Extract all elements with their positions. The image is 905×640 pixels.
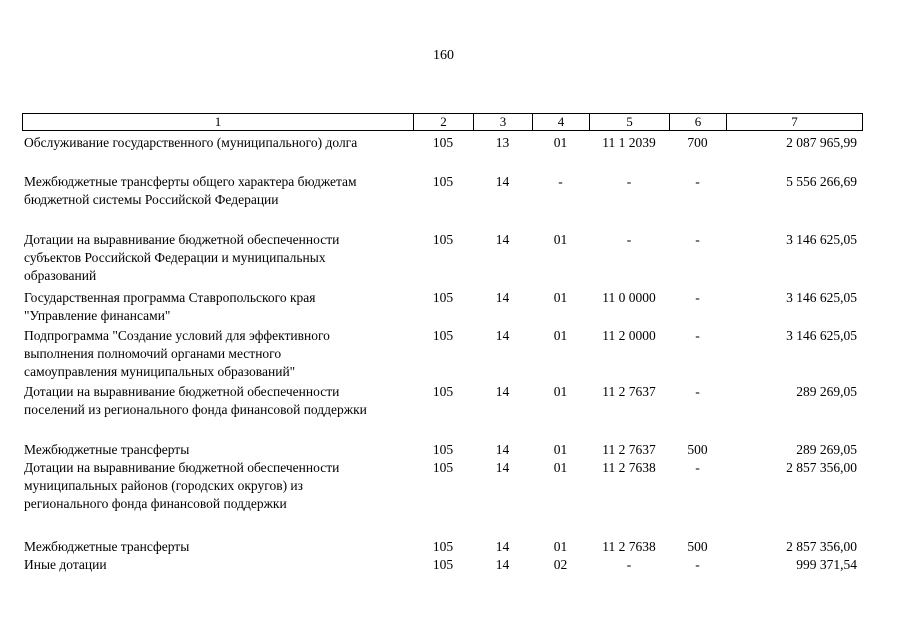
table-row [22,459,863,538]
row-col-6: - [695,232,700,247]
table-body [22,134,863,574]
row-col-7: 3 146 625,05 [786,290,857,305]
row-name: Межбюджетные трансферты [24,539,190,554]
row-col-3: 13 [495,135,510,150]
row-col-3: 14 [495,557,510,572]
row-col-7: 2 857 356,00 [786,460,857,475]
row-col-5: 11 0 0000 [602,290,656,305]
table-row [22,289,863,327]
row-col-6: 700 [687,135,708,150]
row-name: Обслуживание государственного (муниципального) долга [24,135,358,150]
row-col-5: 11 2 7638 [602,460,656,475]
row-col-4: - [558,174,563,189]
table-row [22,441,863,459]
row-col-3: 14 [495,174,510,189]
row-col-5: 11 1 2039 [602,135,656,150]
row-name: Иные дотации [24,557,107,572]
row-col-3: 14 [495,232,510,247]
row-col-2: 105 [432,460,454,475]
row-name: Дотации на выравнивание бюджетной обеспеченности субъектов Российской Федерации и муниципальных образований [24,232,340,283]
row-name: Дотации на выравнивание бюджетной обеспеченности муниципальных районов (городских округов) из регионального фонда финансовой поддержки [24,460,340,511]
row-col-2: 105 [432,539,454,554]
row-col-4: 01 [553,290,568,305]
row-col-7: 289 269,05 [796,384,857,399]
row-col-4: 02 [553,557,568,572]
row-col-7: 2 087 965,99 [786,135,857,150]
table-row [22,556,863,574]
page-number: 160 [433,48,454,63]
header-col-3: 3 [473,114,532,130]
row-col-2: 105 [432,232,454,247]
row-col-2: 105 [432,384,454,399]
table-row [22,173,863,231]
header-col-6: 6 [669,114,726,130]
row-col-7: 3 146 625,05 [786,232,857,247]
row-col-7: 289 269,05 [796,442,857,457]
row-col-2: 105 [432,557,454,572]
row-col-4: 01 [553,384,568,399]
header-col-5: 5 [589,114,669,130]
row-col-3: 14 [495,328,510,343]
table-row [22,383,863,441]
row-col-6: - [695,557,700,572]
row-col-4: 01 [553,328,568,343]
header-col-1: 1 [22,114,413,130]
row-col-2: 105 [432,328,454,343]
row-col-6: - [695,290,700,305]
row-col-2: 105 [432,135,454,150]
row-name: Дотации на выравнивание бюджетной обеспеченности поселений из регионального фонда финансовой поддержки [24,384,367,417]
row-col-6: 500 [687,539,708,554]
row-col-3: 14 [495,290,510,305]
row-col-2: 105 [432,290,454,305]
row-col-3: 14 [495,442,510,457]
header-col-7: 7 [726,114,863,130]
row-name: Межбюджетные трансферты [24,442,190,457]
row-col-6: - [695,384,700,399]
row-col-4: 01 [553,135,568,150]
row-col-4: 01 [553,442,568,457]
row-col-2: 105 [432,442,454,457]
header-col-2: 2 [413,114,473,130]
row-col-5: 11 2 7638 [602,539,656,554]
row-col-3: 14 [495,384,510,399]
row-col-3: 14 [495,539,510,554]
row-name: Межбюджетные трансферты общего характера бюджетам бюджетной системы Российской Федерации [24,174,357,207]
table-row [22,327,863,383]
table-row [22,134,863,173]
row-col-7: 2 857 356,00 [786,539,857,554]
table-row [22,538,863,556]
row-col-2: 105 [432,174,454,189]
row-name: Подпрограмма "Создание условий для эффективного выполнения полномочий органами местного самоуправления муниципальных образований" [24,328,330,379]
row-col-6: - [695,174,700,189]
row-col-5: 11 2 7637 [602,384,656,399]
row-col-6: 500 [687,442,708,457]
row-col-7: 3 146 625,05 [786,328,857,343]
row-col-3: 14 [495,460,510,475]
row-col-7: 5 556 266,69 [786,174,857,189]
table-row [22,231,863,289]
row-col-5: - [626,557,632,572]
row-col-5: - [626,232,632,247]
row-col-6: - [695,460,700,475]
row-col-5: - [626,174,632,189]
row-col-4: 01 [553,539,568,554]
row-col-6: - [695,328,700,343]
row-col-5: 11 2 0000 [602,328,656,343]
row-name: Государственная программа Ставропольского края "Управление финансами" [24,290,316,323]
row-col-4: 01 [553,232,568,247]
row-col-7: 999 371,54 [796,557,857,572]
header-col-4: 4 [532,114,589,130]
table-header [22,113,863,131]
row-col-5: 11 2 7637 [602,442,656,457]
row-col-4: 01 [553,460,568,475]
